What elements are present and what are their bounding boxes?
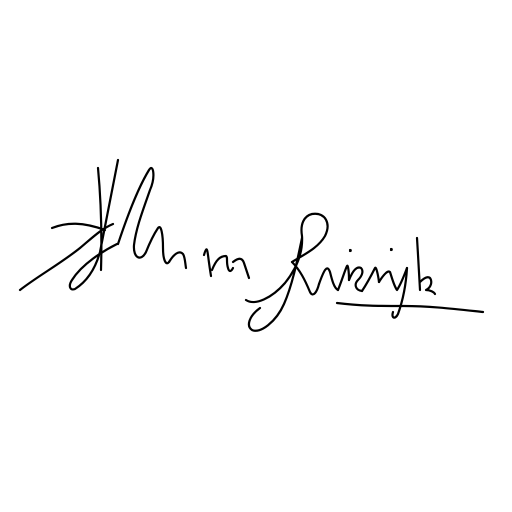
signature-stroke — [246, 214, 327, 302]
signature-stroke — [350, 250, 351, 251]
signature-stroke — [52, 224, 105, 230]
signature-stroke — [362, 268, 379, 291]
signature-stroke — [337, 303, 483, 312]
signature-stroke — [292, 262, 319, 294]
signature-stroke — [212, 256, 233, 271]
signature-stroke — [233, 259, 249, 278]
signature-stroke — [349, 268, 362, 292]
signature-stroke — [379, 268, 407, 290]
signature-stroke — [319, 268, 338, 290]
signature-stroke — [118, 168, 169, 263]
signature-stroke — [391, 249, 392, 250]
signature-stroke — [204, 249, 211, 276]
signature-stroke — [249, 238, 302, 331]
signature-stroke — [338, 266, 349, 290]
signature-stroke — [169, 252, 186, 268]
signature-stroke — [420, 277, 435, 294]
